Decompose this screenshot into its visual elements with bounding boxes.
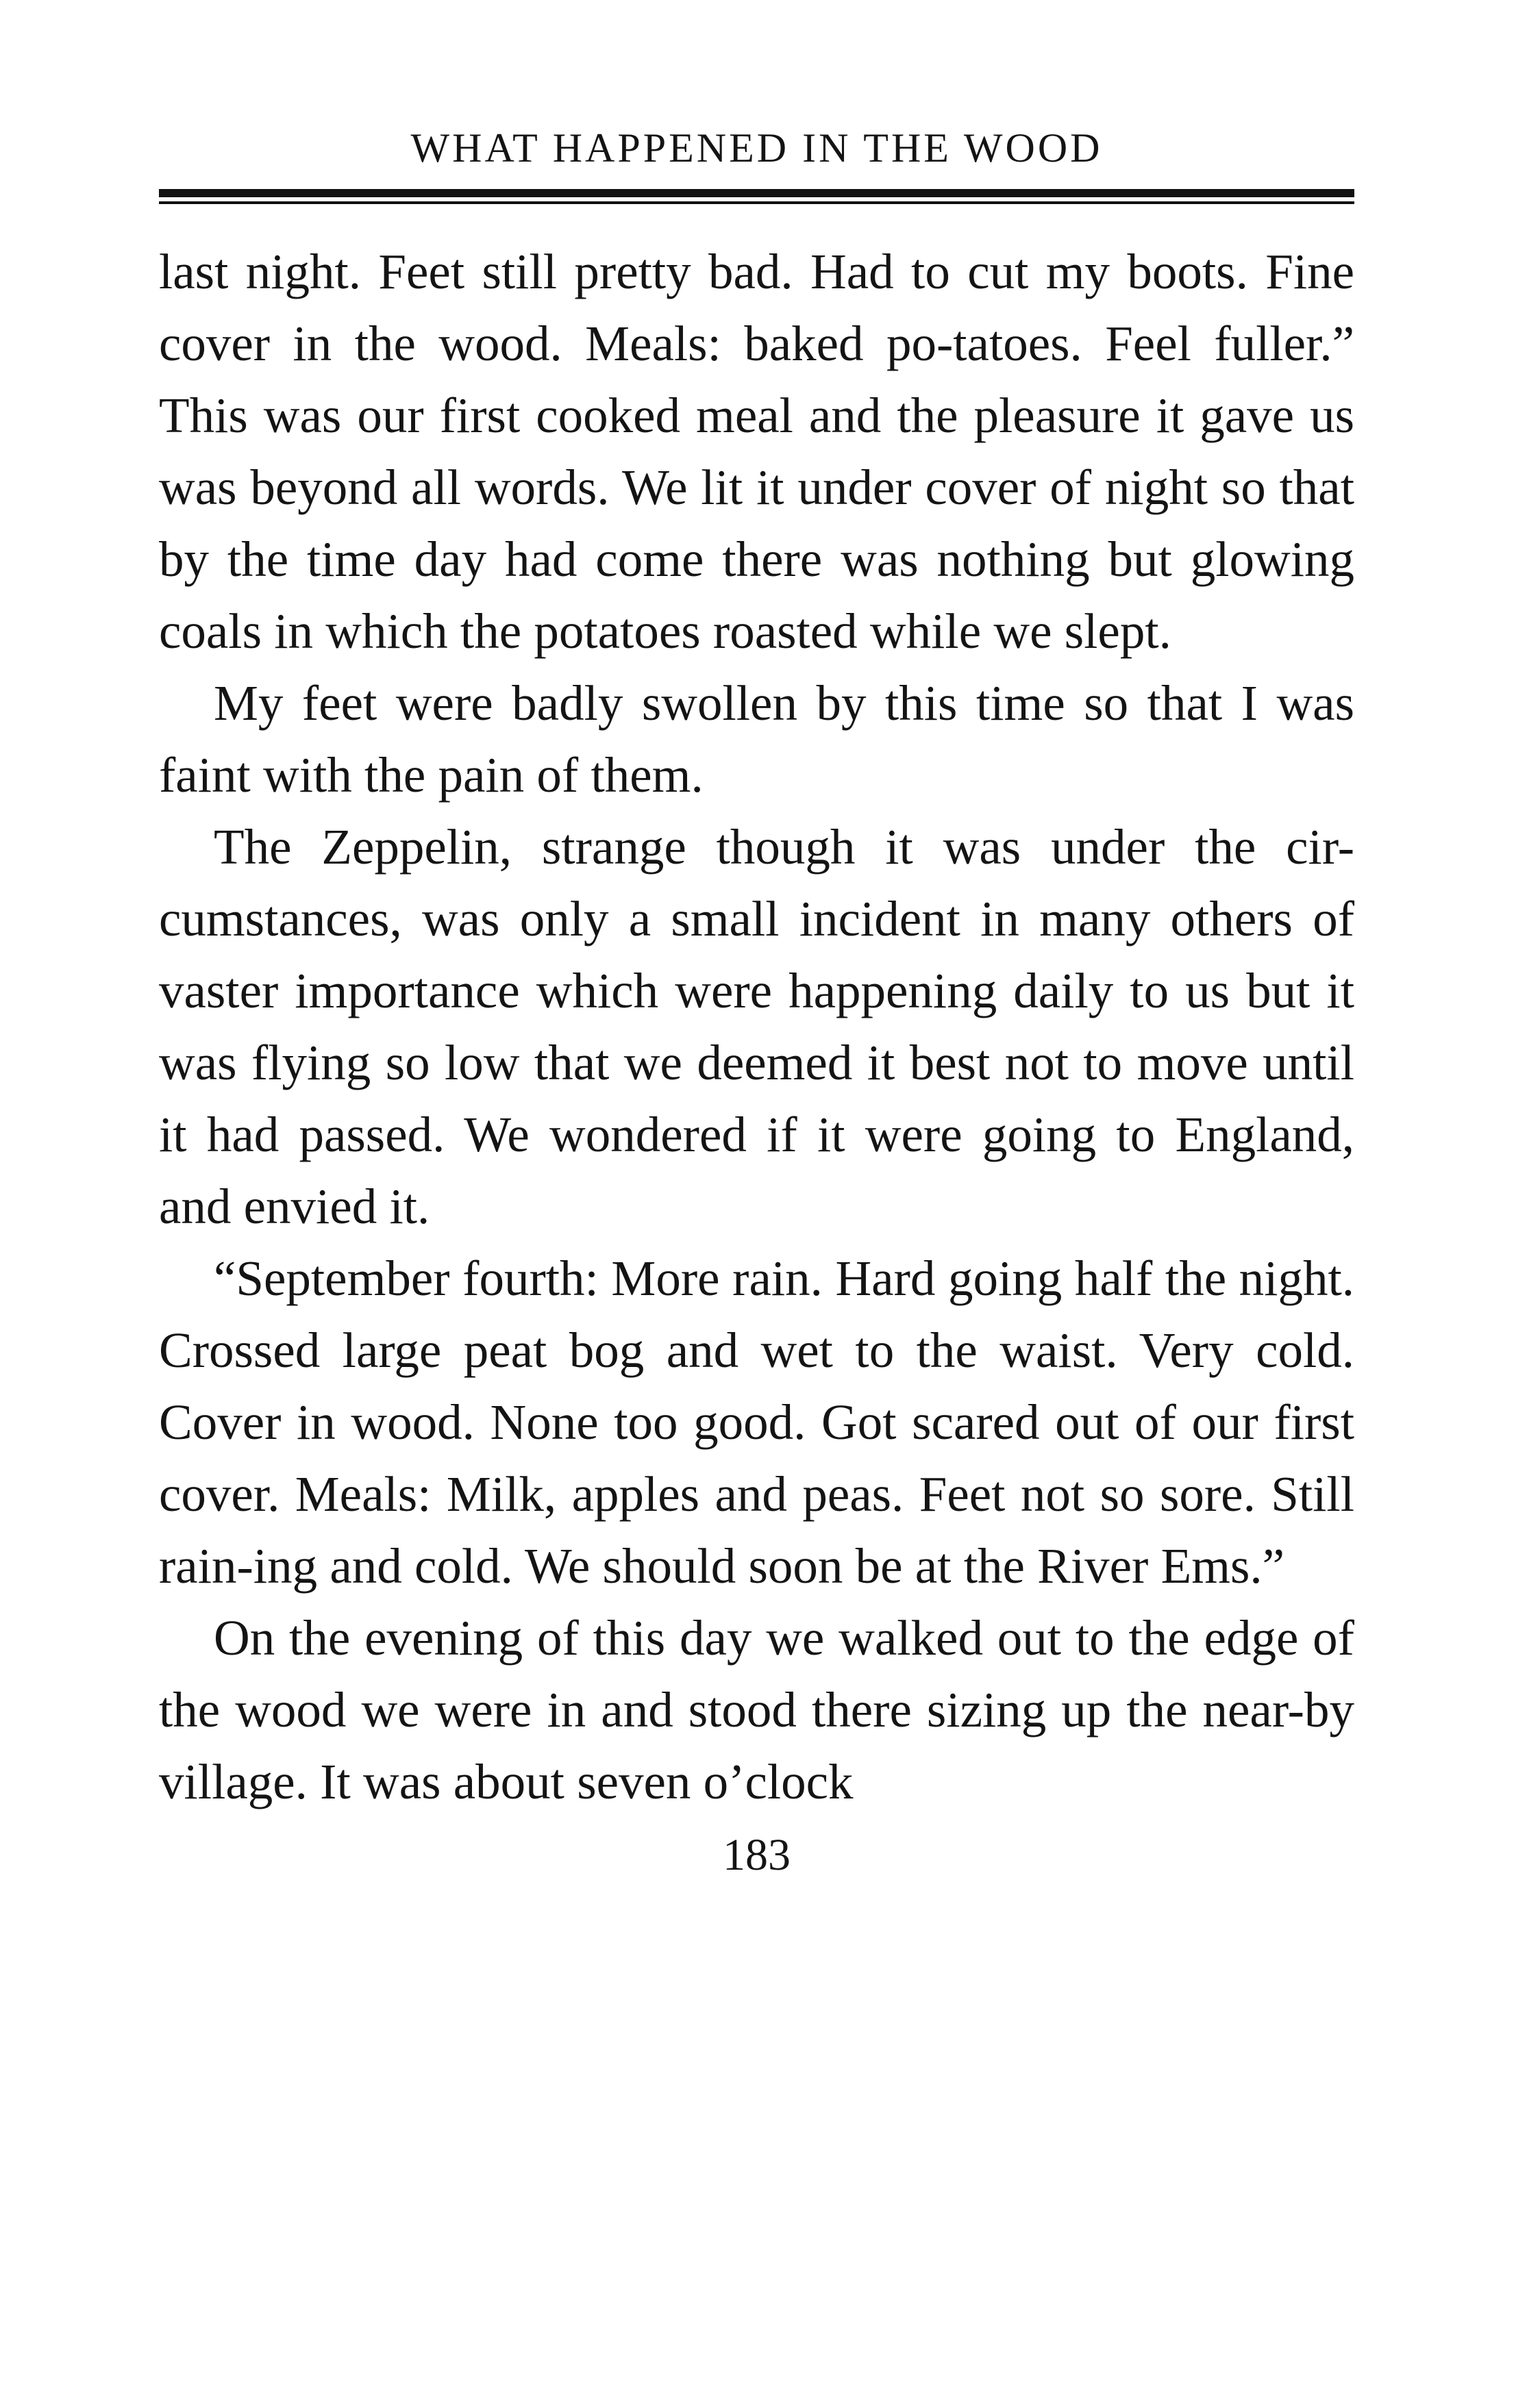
paragraph: My feet were badly swollen by this time so that I was faint with the pain of them. xyxy=(159,675,1354,803)
page-number: 183 xyxy=(723,1830,791,1880)
paragraph: On the evening of this day we walked out to the edge of the wood we were in and stood there sizing up the near-by village. It was about seven o’clock xyxy=(159,1610,1354,1809)
running-head-title: WHAT HAPPENED IN THE WOOD xyxy=(410,125,1103,171)
paragraph-continued: last night. Feet still pretty bad. Had to cut my boots. Fine cover in the wood. Meals: baked po-tatoes. Feel fuller.” This was our first cooked meal and the pleasure it gave us was beyond all words. We lit it under cover of night so that by the time day had come there was nothing but glowing coals in which the potatoes roasted while we slept. xyxy=(159,244,1354,659)
header-rule-thick xyxy=(159,189,1354,197)
book-page xyxy=(159,103,1354,1878)
paragraph: The Zeppelin, strange though it was under the cir-cumstances, was only a small incident in many others of vaster importance which were happening daily to us but it was flying so low that we deemed it best not to move until it had passed. We wondered if it were going to England, and envied it. xyxy=(159,819,1354,1234)
body-text xyxy=(159,236,1354,1818)
header-rule-thin xyxy=(159,201,1354,204)
paragraph: “September fourth: More rain. Hard going half the night. Crossed large peat bog and wet to the waist. Very cold. Cover in wood. None too good. Got scared out of our first cover. Meals: Milk, apples and peas. Feet not so sore. Still rain-ing and cold. We should soon be at the River Ems.” xyxy=(159,1251,1354,1594)
